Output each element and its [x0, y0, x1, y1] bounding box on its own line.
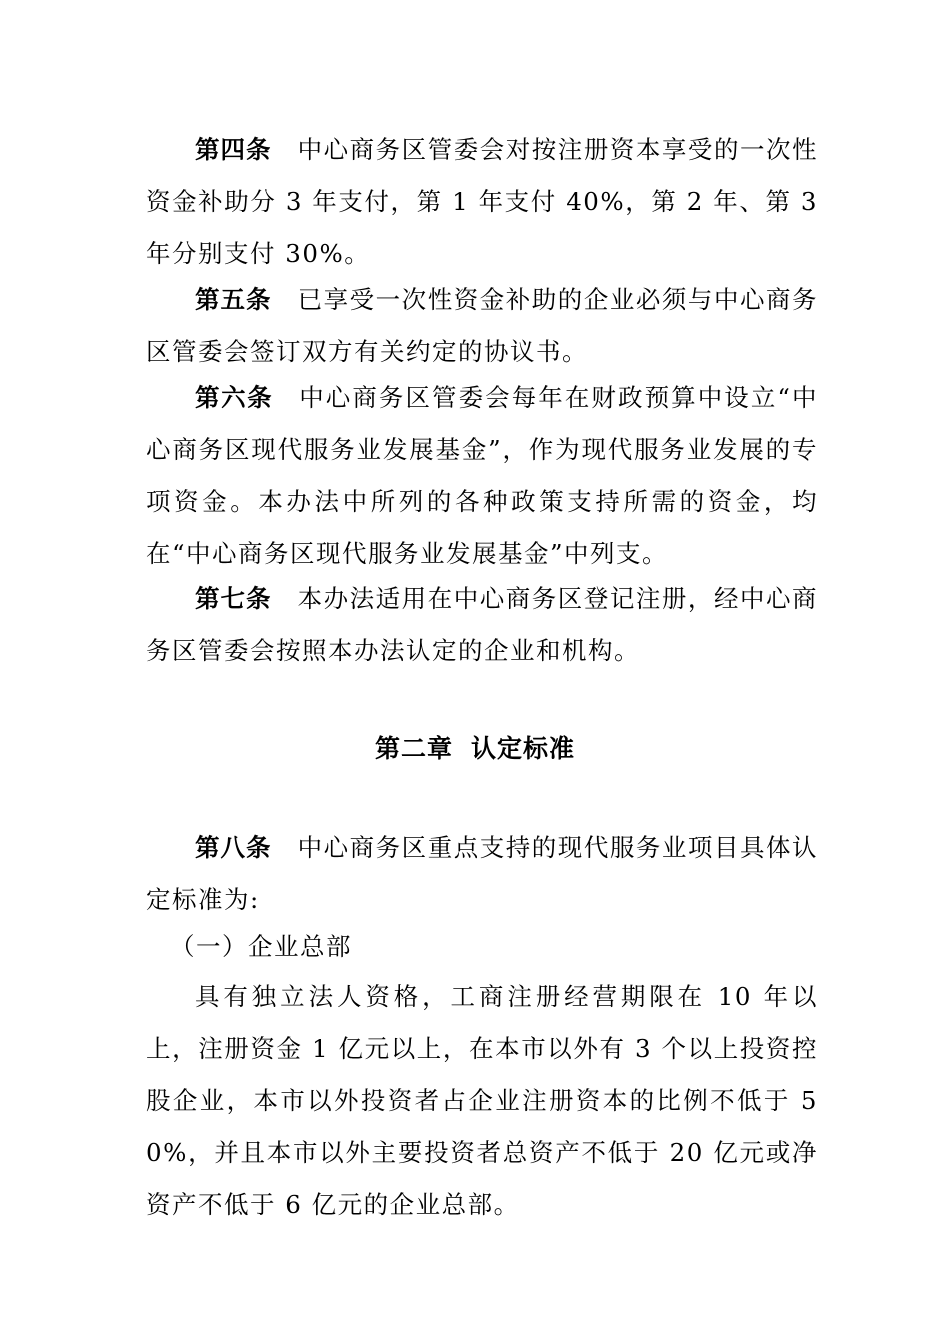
article-5 — [146, 274, 818, 378]
headquarters-criteria: 具有独立法人资格，工商注册经营期限在 10 年以上，注册资金 1 亿元以上，在本市以外有 3 个以上投资控股企业，本市以外投资者占企业注册资本的比例不低于 50%，并且本市以外主要投资者总资产不低于 20 亿元或净资产不低于 6 亿元的企业总部。 — [146, 982, 818, 1219]
article-5-text: 已享受一次性资金补助的企业必须与中心商务区管委会签订双方有关约定的协议书。 — [146, 285, 819, 366]
article-8-text: 中心商务区重点支持的现代服务业项目具体认定标准为: — [146, 833, 819, 914]
article-5-number: 第五条 — [195, 285, 272, 314]
article-4-number: 第四条 — [195, 135, 272, 164]
subsection-heading: （一）企业总部 — [170, 932, 352, 961]
article-6-number: 第六条 — [195, 383, 274, 412]
article-7-number: 第七条 — [195, 584, 272, 613]
article-7-text: 本办法适用在中心商务区登记注册，经中心商务区管委会按照本办法认定的企业和机构。 — [146, 584, 819, 665]
article-4-text: 中心商务区管委会对按注册资本享受的一次性资金补助分 3 年支付，第 1 年支付 40%，第 2 年、第 3 年分别支付 30%。 — [146, 135, 819, 268]
article-6 — [146, 372, 818, 580]
chapter-heading — [0, 723, 950, 775]
article-6-text: 中心商务区管委会每年在财政预算中设立“中心商务区现代服务业发展基金”，作为现代服务业发展的专项资金。本办法中所列的各种政策支持所需的资金，均在“中心商务区现代服务业发展基金”中列支。 — [146, 383, 818, 568]
chapter-number: 第二章 — [374, 734, 453, 763]
article-4 — [146, 124, 818, 280]
article-8-number: 第八条 — [195, 833, 272, 862]
article-7 — [146, 573, 818, 677]
chapter-title-text: 认定标准 — [471, 734, 576, 763]
article-8 — [146, 822, 818, 926]
